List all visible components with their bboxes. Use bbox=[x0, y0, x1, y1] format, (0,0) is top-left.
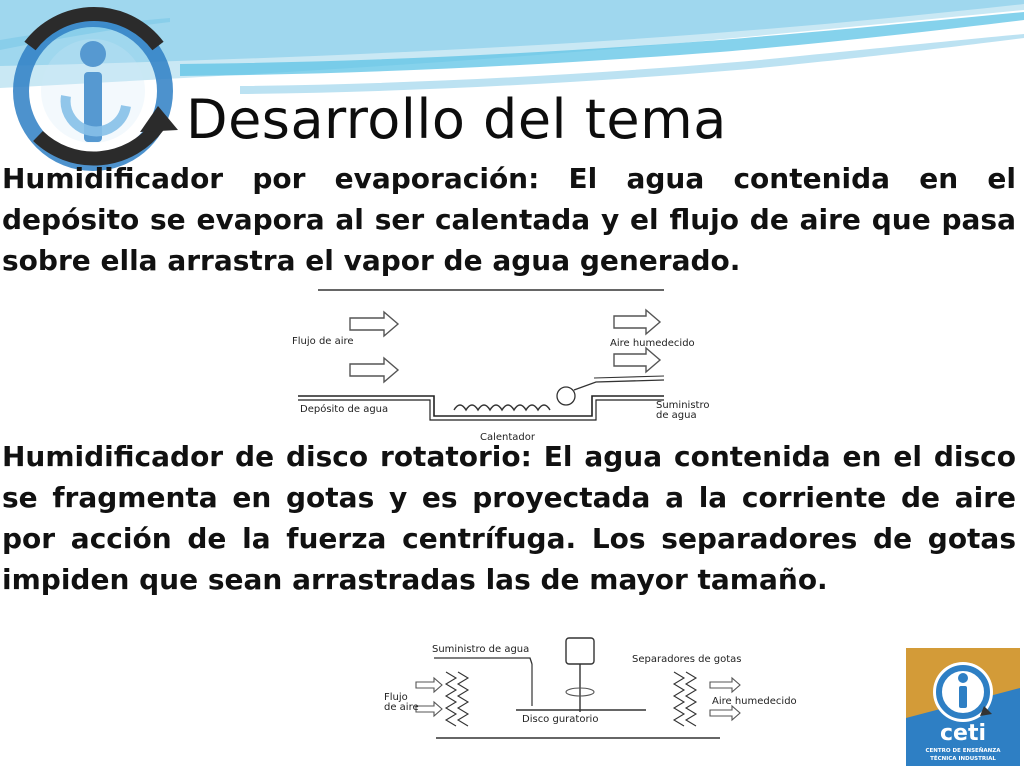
logo-subtitle-1: CENTRO DE ENSEÑANZA bbox=[925, 748, 1001, 754]
aire-humedecido-label-2: Aire humedecido bbox=[712, 696, 797, 707]
paragraph-evaporacion: Humidificador por evaporación: El agua contenida en el depósito se evapora al ser calentada y el flujo de aire que pasa sobre ella arrastra el vapor de agua generado. bbox=[2, 162, 1016, 277]
suministro-de-agua-label: Suministro de agua bbox=[432, 644, 530, 655]
ceti-corner-logo-icon bbox=[906, 648, 1020, 766]
logo-name: ceti bbox=[939, 721, 987, 746]
ceti-logo-icon bbox=[8, 6, 178, 176]
calentador-label: Calentador bbox=[480, 432, 536, 443]
diagram-evaporation-humidifier bbox=[284, 284, 744, 444]
page-title: Desarrollo del tema bbox=[186, 88, 727, 151]
separator-right bbox=[674, 672, 696, 726]
diagram-rotating-disk-humidifier bbox=[380, 632, 797, 750]
flujo-de-aire-label: Flujo de aire bbox=[292, 336, 354, 347]
disco-guratorio-label: Disco guratorio bbox=[522, 714, 599, 725]
deposito-de-agua-label: Depósito de agua bbox=[300, 404, 389, 415]
logo-subtitle-2: TÉCNICA INDUSTRIAL bbox=[930, 756, 996, 762]
aire-humedecido-label: Aire humedecido bbox=[610, 338, 695, 349]
flujo-label: Flujo bbox=[384, 692, 408, 703]
paragraph-disco-rotatorio: Humidificador de disco rotatorio: El agua contenida en el disco se fragmenta en gotas y es proyectada a la corriente de aire por acción de la fuerza centrífuga. Los separadores de gotas impiden que sean arrastradas las de mayor tamaño. bbox=[2, 440, 1016, 596]
de-agua-label: de agua bbox=[656, 410, 697, 421]
separadores-de-gotas-label: Separadores de gotas bbox=[632, 654, 742, 665]
separator-left bbox=[446, 672, 468, 726]
de-aire-label: de aire bbox=[384, 702, 419, 713]
suministro-label: Suministro bbox=[656, 400, 710, 411]
